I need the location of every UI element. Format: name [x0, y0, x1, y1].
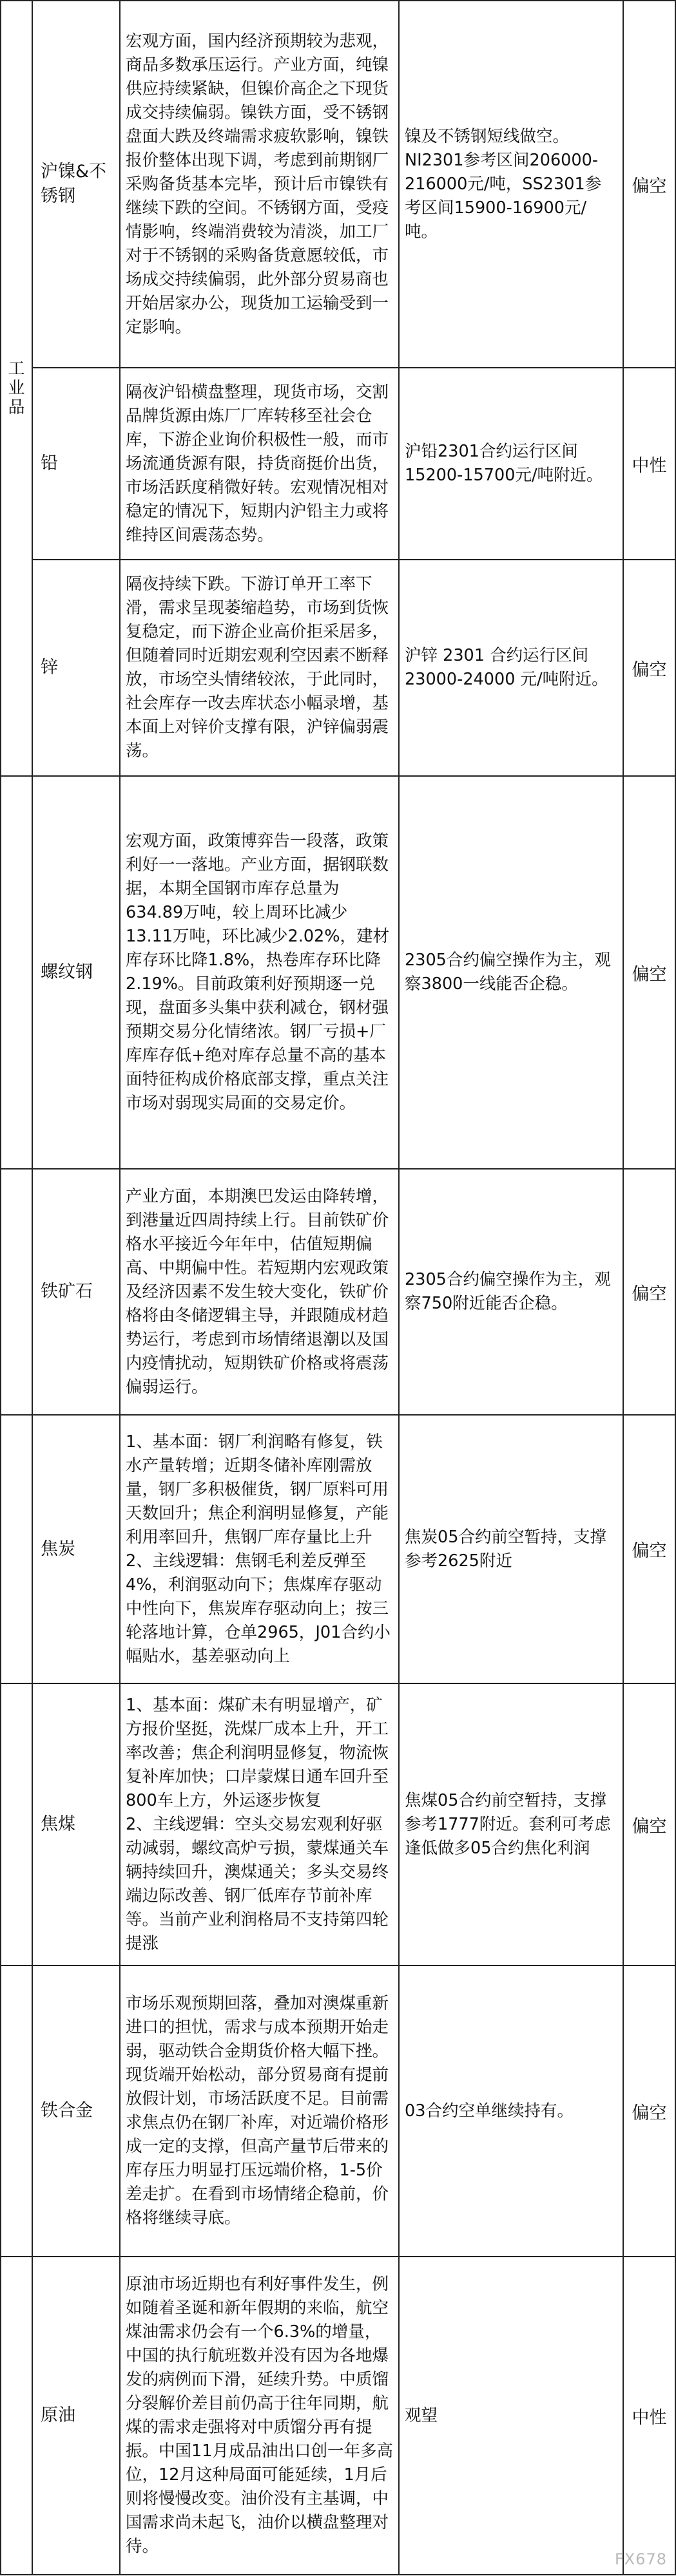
view-label: 中性	[623, 2257, 675, 2575]
category-cell-empty	[1, 1965, 32, 2257]
commodity-name: 焦炭	[32, 1415, 120, 1683]
analysis-text: 1、基本面：煤矿未有明显增产，矿方报价坚挺，洗煤厂成本上升，开工率改善；焦企利润明显修复，物流恢复补库加快；口岸蒙煤日通车回升至800车上方，外运逐步恢复 2、主线逻辑：空头交易宏观利好驱动减弱，螺纹高炉亏损，蒙煤通关车辆持续回升，澳煤通关；多头交易终端边际改善、钢厂低库存节前补库等。当前产业利润格局不支持第四轮提涨	[120, 1683, 399, 1965]
strategy-text: 焦煤05合约前空暂持，支撑参考1777附近。套利可考虑逢低做多05合约焦化利润	[399, 1683, 623, 1965]
watermark-logo: FX678	[614, 2550, 667, 2568]
commodity-name: 螺纹钢	[32, 776, 120, 1169]
view-label: 偏空	[623, 1415, 675, 1683]
view-label: 偏空	[623, 1169, 675, 1415]
analysis-text: 宏观方面，国内经济预期较为悲观，商品多数承压运行。产业方面，纯镍供应持续紧缺，但镍价高企之下现货成交持续偏弱。镍铁方面，受不锈钢盘面大跌及终端需求疲软影响，镍铁报价整体出现下调，考虑到前期钢厂采购备货基本完毕，预计后市镍铁有继续下跌的空间。不锈钢方面，受疫情影响，终端消费较为清淡，加工厂对于不锈钢的采购备货意愿较低，市场成交持续偏弱，此外部分贸易商也开始居家办公，现货加工运输受到一定影响。	[120, 1, 399, 368]
strategy-text: 观望	[399, 2257, 623, 2575]
analysis-text: 原油市场近期也有利好事件发生，例如随着圣诞和新年假期的来临，航空煤油需求仍会有一个6.3%的增量，中国的执行航班数并没有因为各地爆发的病例而下滑，延续升势。中质馏分裂解价差目前仍高于往年同期，航煤的需求走强将对中质馏分再有提振。中国11月成品油出口创一年多高位，12月这种局面可能延续，1月后则将慢慢改变。油价没有主基调，中国需求尚未起飞，油价以横盘整理对待。	[120, 2257, 399, 2575]
strategy-text: 沪锌 2301 合约运行区间23000-24000 元/吨附近。	[399, 560, 623, 776]
category-label: 工业品	[8, 359, 25, 417]
table-row	[1, 1, 675, 368]
view-label: 偏空	[623, 1, 675, 368]
table-row	[1, 560, 675, 776]
commodity-name: 原油	[32, 2257, 120, 2575]
strategy-text: 2305合约偏空操作为主，观察3800一线能否企稳。	[399, 776, 623, 1169]
analysis-text: 产业方面，本期澳巴发运由降转增，到港量近四周持续上行。目前铁矿价格水平接近今年年中，估值短期偏高、中期偏中性。若短期内宏观政策及经济因素不发生较大变化，铁矿价格将由冬储逻辑主导，并跟随成材趋势运行，考虑到市场情绪退潮以及国内疫情扰动，短期铁矿价格或将震荡偏弱运行。	[120, 1169, 399, 1415]
strategy-text: 镍及不锈钢短线做空。NI2301参考区间206000-216000元/吨，SS2301参考区间15900-16900元/吨。	[399, 1, 623, 368]
view-label: 中性	[623, 368, 675, 560]
view-label: 偏空	[623, 1683, 675, 1965]
table-row	[1, 2257, 675, 2575]
table-row	[1, 1683, 675, 1965]
analysis-text: 隔夜沪铅横盘整理，现货市场，交割品牌货源由炼厂厂库转移至社会仓库，下游企业询价积极性一般，而市场流通货源有限，持货商挺价出货，市场活跃度稍微好转。宏观情况相对稳定的情况下，短期内沪铅主力或将维持区间震荡态势。	[120, 368, 399, 560]
strategy-text: 焦炭05合约前空暂持，支撑参考2625附近	[399, 1415, 623, 1683]
category-cell	[1, 1, 32, 776]
analysis-text: 1、基本面：钢厂利润略有修复，铁水产量转增；近期冬储补库刚需放量，钢厂多积极催货，钢厂原料可用天数回升；焦企利润明显修复，产能利用率回升，焦钢厂库存量比上升 2、主线逻辑：焦钢毛利差反弹至4%，利润驱动向下；焦煤库存驱动中性向下，焦炭库存驱动向上；按三轮落地计算，仓单2965，J01合约小幅贴水，基差驱动向上	[120, 1415, 399, 1683]
analysis-text: 市场乐观预期回落，叠加对澳煤重新进口的担忧，需求与成本预期开始走弱，驱动铁合金期货价格大幅下挫。现货端开始松动，部分贸易商有提前放假计划，市场活跃度不足。目前需求焦点仍在钢厂补库，对近端价格形成一定的支撑，但高产量节后带来的库存压力明显打压远端价格，1-5价差走扩。在看到市场情绪企稳前，价格将继续寻底。	[120, 1965, 399, 2257]
category-cell-empty	[1, 2257, 32, 2575]
view-label: 偏空	[623, 1965, 675, 2257]
table-row	[1, 1965, 675, 2257]
commodity-name: 锌	[32, 560, 120, 776]
commodity-name: 焦煤	[32, 1683, 120, 1965]
analysis-text: 隔夜持续下跌。下游订单开工率下滑，需求呈现萎缩趋势，市场到货恢复稳定，而下游企业高价拒采居多，但随着同时近期宏观利空因素不断释放，市场空头情绪较浓，于此同时，社会库存一改去库状态小幅录增，基本面上对锌价支撑有限，沪锌偏弱震荡。	[120, 560, 399, 776]
strategy-text: 03合约空单继续持有。	[399, 1965, 623, 2257]
commodity-name: 铁合金	[32, 1965, 120, 2257]
category-cell-empty	[1, 1169, 32, 1415]
category-cell-empty	[1, 1415, 32, 1683]
strategy-text: 沪铅2301合约运行区间15200-15700元/吨附近。	[399, 368, 623, 560]
table-row	[1, 776, 675, 1169]
view-label: 偏空	[623, 560, 675, 776]
commodity-name: 沪镍&不锈钢	[32, 1, 120, 368]
table-row	[1, 1169, 675, 1415]
view-label: 偏空	[623, 776, 675, 1169]
commodity-name: 铅	[32, 368, 120, 560]
analysis-text: 宏观方面，政策博弈告一段落，政策利好一一落地。产业方面，据钢联数据，本期全国钢市库存总量为634.89万吨，较上周环比减少13.11万吨，环比减少2.02%，建材库存环比降1.8%，热卷库存环比降2.19%。目前政策利好预期逐一兑现，盘面多头集中获利减仓，钢材强预期交易分化情绪浓。钢厂亏损+厂库库存低+绝对库存总量不高的基本面特征构成价格底部支撑，重点关注市场对弱现实局面的交易定价。	[120, 776, 399, 1169]
strategy-text: 2305合约偏空操作为主，观察750附近能否企稳。	[399, 1169, 623, 1415]
commodity-name: 铁矿石	[32, 1169, 120, 1415]
table-row	[1, 1415, 675, 1683]
category-cell-empty	[1, 776, 32, 1169]
table-row	[1, 368, 675, 560]
category-cell-empty	[1, 1683, 32, 1965]
